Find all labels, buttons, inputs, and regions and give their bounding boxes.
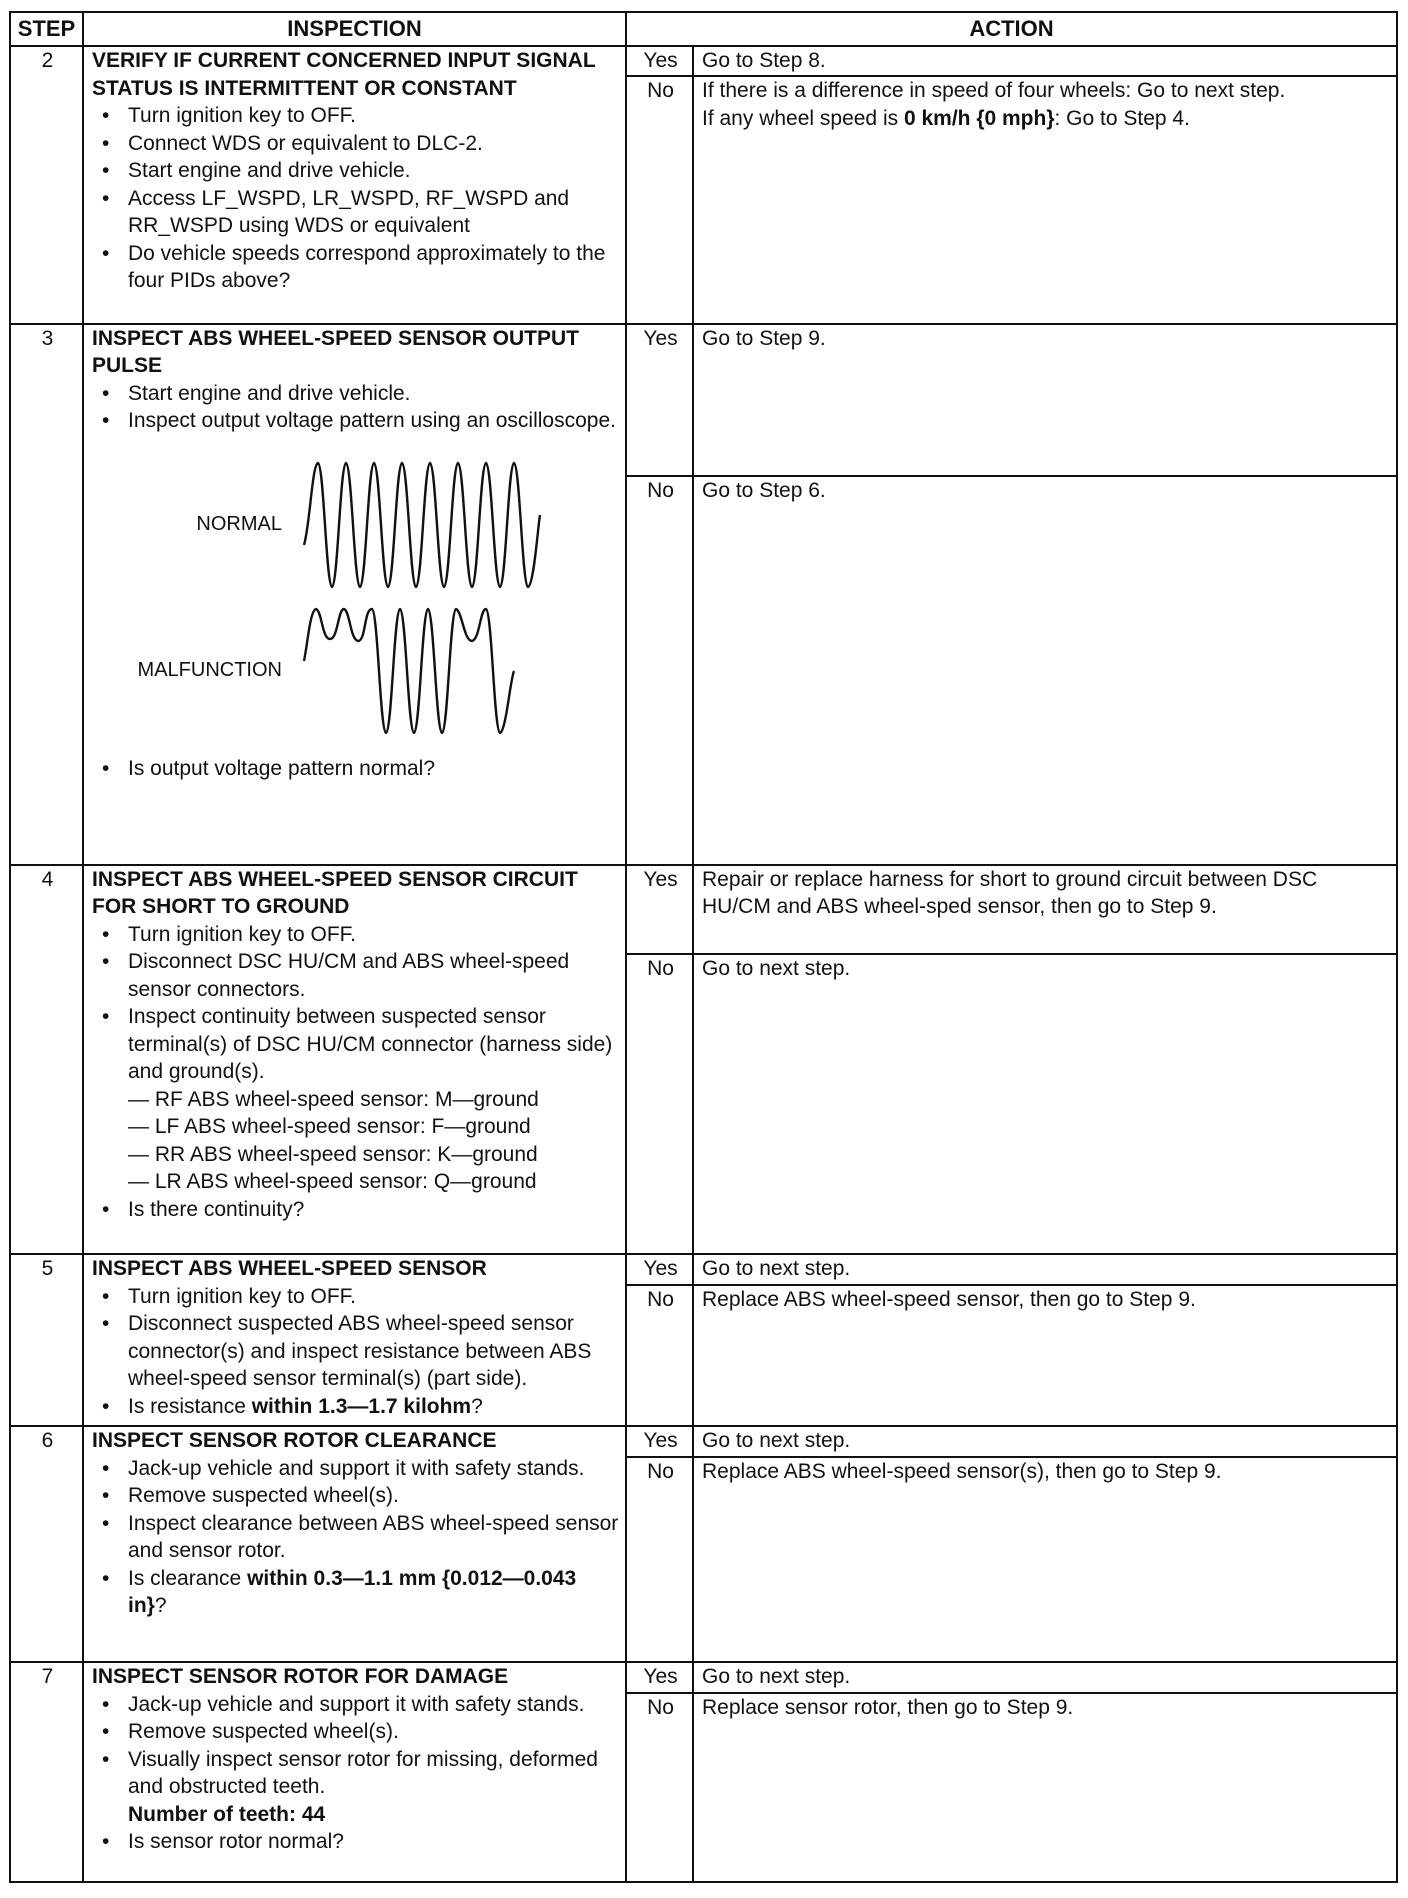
list-item-text: Inspect continuity between suspected sensor terminal(s) of DSC HU/CM connector (harness side) and ground(s). bbox=[128, 1005, 613, 1084]
list-item bbox=[92, 1746, 619, 1829]
no-action-line: If there is a difference in speed of four wheels: Go to next step. bbox=[702, 79, 1286, 103]
step-number: 2 bbox=[10, 46, 83, 324]
list-item: • Remove suspected wheel(s). bbox=[92, 1718, 619, 1746]
speed-value: 0 km/h {0 mph} bbox=[903, 106, 1055, 130]
list-item: • Inspect clearance between ABS wheel-speed sensor and sensor rotor. bbox=[92, 1510, 619, 1565]
table-row bbox=[10, 865, 1397, 955]
normal-waveform-graphic bbox=[294, 455, 594, 595]
inspection-cell bbox=[83, 1254, 626, 1426]
sub-item: — RR ABS wheel-speed sensor: K—ground bbox=[128, 1142, 538, 1166]
list-item: • Is output voltage pattern normal? bbox=[92, 755, 619, 783]
no-label: No bbox=[626, 954, 693, 1254]
yes-action: Go to Step 8. bbox=[693, 46, 1397, 76]
no-action: Replace ABS wheel-speed sensor, then go to Step 9. bbox=[693, 1285, 1397, 1426]
wave-label: MALFUNCTION bbox=[137, 658, 282, 681]
inspection-cell bbox=[83, 865, 626, 1255]
teeth-count: Number of teeth: 44 bbox=[128, 1802, 326, 1826]
no-label: No bbox=[626, 1457, 693, 1662]
yes-label: Yes bbox=[626, 865, 693, 955]
spec-value: within 0.3—1.1 mm {0.012—0.043 in} bbox=[128, 1566, 577, 1618]
header-inspection: INSPECTION bbox=[83, 12, 626, 46]
list-item: • Connect WDS or equivalent to DLC-2. bbox=[92, 130, 619, 158]
step-number: 7 bbox=[10, 1662, 83, 1882]
diagnostic-table bbox=[9, 11, 1398, 1883]
bullet-list bbox=[92, 755, 619, 783]
yes-action: Repair or replace harness for short to ground circuit between DSC HU/CM and ABS wheel-sped sensor, then go to Step 9. bbox=[693, 865, 1397, 955]
list-item: • Remove suspected wheel(s). bbox=[92, 1482, 619, 1510]
inspection-cell bbox=[83, 1426, 626, 1662]
bullet-list bbox=[92, 102, 619, 295]
list-item: • Disconnect DSC HU/CM and ABS wheel-speed sensor connectors. bbox=[92, 948, 619, 1003]
yes-label: Yes bbox=[626, 1254, 693, 1285]
inspection-title: INSPECT ABS WHEEL-SPEED SENSOR OUTPUT PULSE bbox=[92, 326, 579, 378]
no-action bbox=[693, 76, 1397, 323]
no-label: No bbox=[626, 76, 693, 323]
list-item: • Jack-up vehicle and support it with safety stands. bbox=[92, 1691, 619, 1719]
sub-item: — RF ABS wheel-speed sensor: M—ground bbox=[128, 1087, 539, 1111]
yes-action: Go to next step. bbox=[693, 1254, 1397, 1285]
yes-label: Yes bbox=[626, 1426, 693, 1457]
step-number: 5 bbox=[10, 1254, 83, 1426]
list-item: • Turn ignition key to OFF. bbox=[92, 1283, 619, 1311]
list-item: • Start engine and drive vehicle. bbox=[92, 157, 619, 185]
list-item: • Inspect output voltage pattern using an oscilloscope. bbox=[92, 407, 619, 435]
table-row bbox=[10, 46, 1397, 76]
sub-item: — LF ABS wheel-speed sensor: F—ground bbox=[128, 1115, 531, 1139]
no-action-line bbox=[702, 105, 1390, 133]
list-item: • Start engine and drive vehicle. bbox=[92, 380, 619, 408]
inspection-title: VERIFY IF CURRENT CONCERNED INPUT SIGNAL STATUS IS INTERMITTENT OR CONSTANT bbox=[92, 49, 596, 100]
text: If any wheel speed is bbox=[702, 106, 904, 130]
inspection-title: INSPECT SENSOR ROTOR FOR DAMAGE bbox=[92, 1665, 509, 1689]
wave-label: NORMAL bbox=[196, 512, 282, 535]
step-number: 3 bbox=[10, 324, 83, 865]
text: ? bbox=[471, 1394, 483, 1418]
list-item: • Turn ignition key to OFF. bbox=[92, 102, 619, 130]
table-row bbox=[10, 1662, 1397, 1693]
no-action: Replace sensor rotor, then go to Step 9. bbox=[693, 1693, 1397, 1882]
inspection-cell bbox=[83, 1662, 626, 1882]
list-item: • Jack-up vehicle and support it with safety stands. bbox=[92, 1455, 619, 1483]
inspection-cell bbox=[83, 324, 626, 865]
no-action: Go to Step 6. bbox=[693, 476, 1397, 865]
list-item: • Access LF_WSPD, LR_WSPD, RF_WSPD and RR_WSPD using WDS or equivalent bbox=[92, 185, 619, 240]
header-action: ACTION bbox=[626, 12, 1397, 46]
no-action: Replace ABS wheel-speed sensor(s), then go to Step 9. bbox=[693, 1457, 1397, 1662]
table-row bbox=[10, 1426, 1397, 1457]
bullet-list bbox=[92, 1455, 619, 1620]
malfunction-waveform-graphic bbox=[294, 601, 594, 741]
no-label: No bbox=[626, 1693, 693, 1882]
yes-label: Yes bbox=[626, 324, 693, 477]
sub-item: — LR ABS wheel-speed sensor: Q—ground bbox=[128, 1170, 537, 1194]
yes-action: Go to Step 9. bbox=[693, 324, 1397, 477]
header-row bbox=[10, 12, 1397, 46]
list-item bbox=[92, 1003, 619, 1196]
table-row bbox=[10, 1254, 1397, 1285]
no-label: No bbox=[626, 1285, 693, 1426]
no-action: Go to next step. bbox=[693, 954, 1397, 1254]
spec-value: within 1.3—1.7 kilohm bbox=[251, 1394, 472, 1418]
list-item bbox=[92, 1565, 619, 1620]
no-label: No bbox=[626, 476, 693, 865]
waveform-malfunction bbox=[92, 601, 619, 741]
waveform-normal bbox=[92, 455, 619, 595]
table-row bbox=[10, 324, 1397, 477]
yes-label: Yes bbox=[626, 1662, 693, 1693]
yes-label: Yes bbox=[626, 46, 693, 76]
list-item bbox=[92, 1393, 619, 1421]
yes-action: Go to next step. bbox=[693, 1662, 1397, 1693]
list-item: • Do vehicle speeds correspond approximately to the four PIDs above? bbox=[92, 240, 619, 295]
list-item-text: Visually inspect sensor rotor for missing, deformed and obstructed teeth. bbox=[128, 1747, 598, 1799]
list-item: • Turn ignition key to OFF. bbox=[92, 921, 619, 949]
bullet-list bbox=[92, 1283, 619, 1421]
step-number: 4 bbox=[10, 865, 83, 1255]
text: ? bbox=[154, 1594, 167, 1618]
list-item: • Is there continuity? bbox=[92, 1196, 619, 1224]
bullet-list bbox=[92, 1691, 619, 1856]
text: Is clearance bbox=[128, 1566, 248, 1590]
inspection-title: INSPECT SENSOR ROTOR CLEARANCE bbox=[92, 1429, 497, 1453]
text: : Go to Step 4. bbox=[1054, 106, 1190, 130]
list-item: • Is sensor rotor normal? bbox=[92, 1828, 619, 1856]
inspection-title: INSPECT ABS WHEEL-SPEED SENSOR CIRCUIT FOR SHORT TO GROUND bbox=[92, 867, 578, 919]
yes-action: Go to next step. bbox=[693, 1426, 1397, 1457]
bullet-list bbox=[92, 921, 619, 1224]
list-item: • Disconnect suspected ABS wheel-speed sensor connector(s) and inspect resistance between ABS wheel-speed sensor terminal(s) (part side). bbox=[92, 1310, 619, 1393]
bullet-list bbox=[92, 380, 619, 435]
inspection-cell bbox=[83, 46, 626, 324]
header-step: STEP bbox=[10, 12, 83, 46]
inspection-title: INSPECT ABS WHEEL-SPEED SENSOR bbox=[92, 1257, 487, 1281]
step-number: 6 bbox=[10, 1426, 83, 1662]
text: Is resistance bbox=[128, 1394, 252, 1418]
